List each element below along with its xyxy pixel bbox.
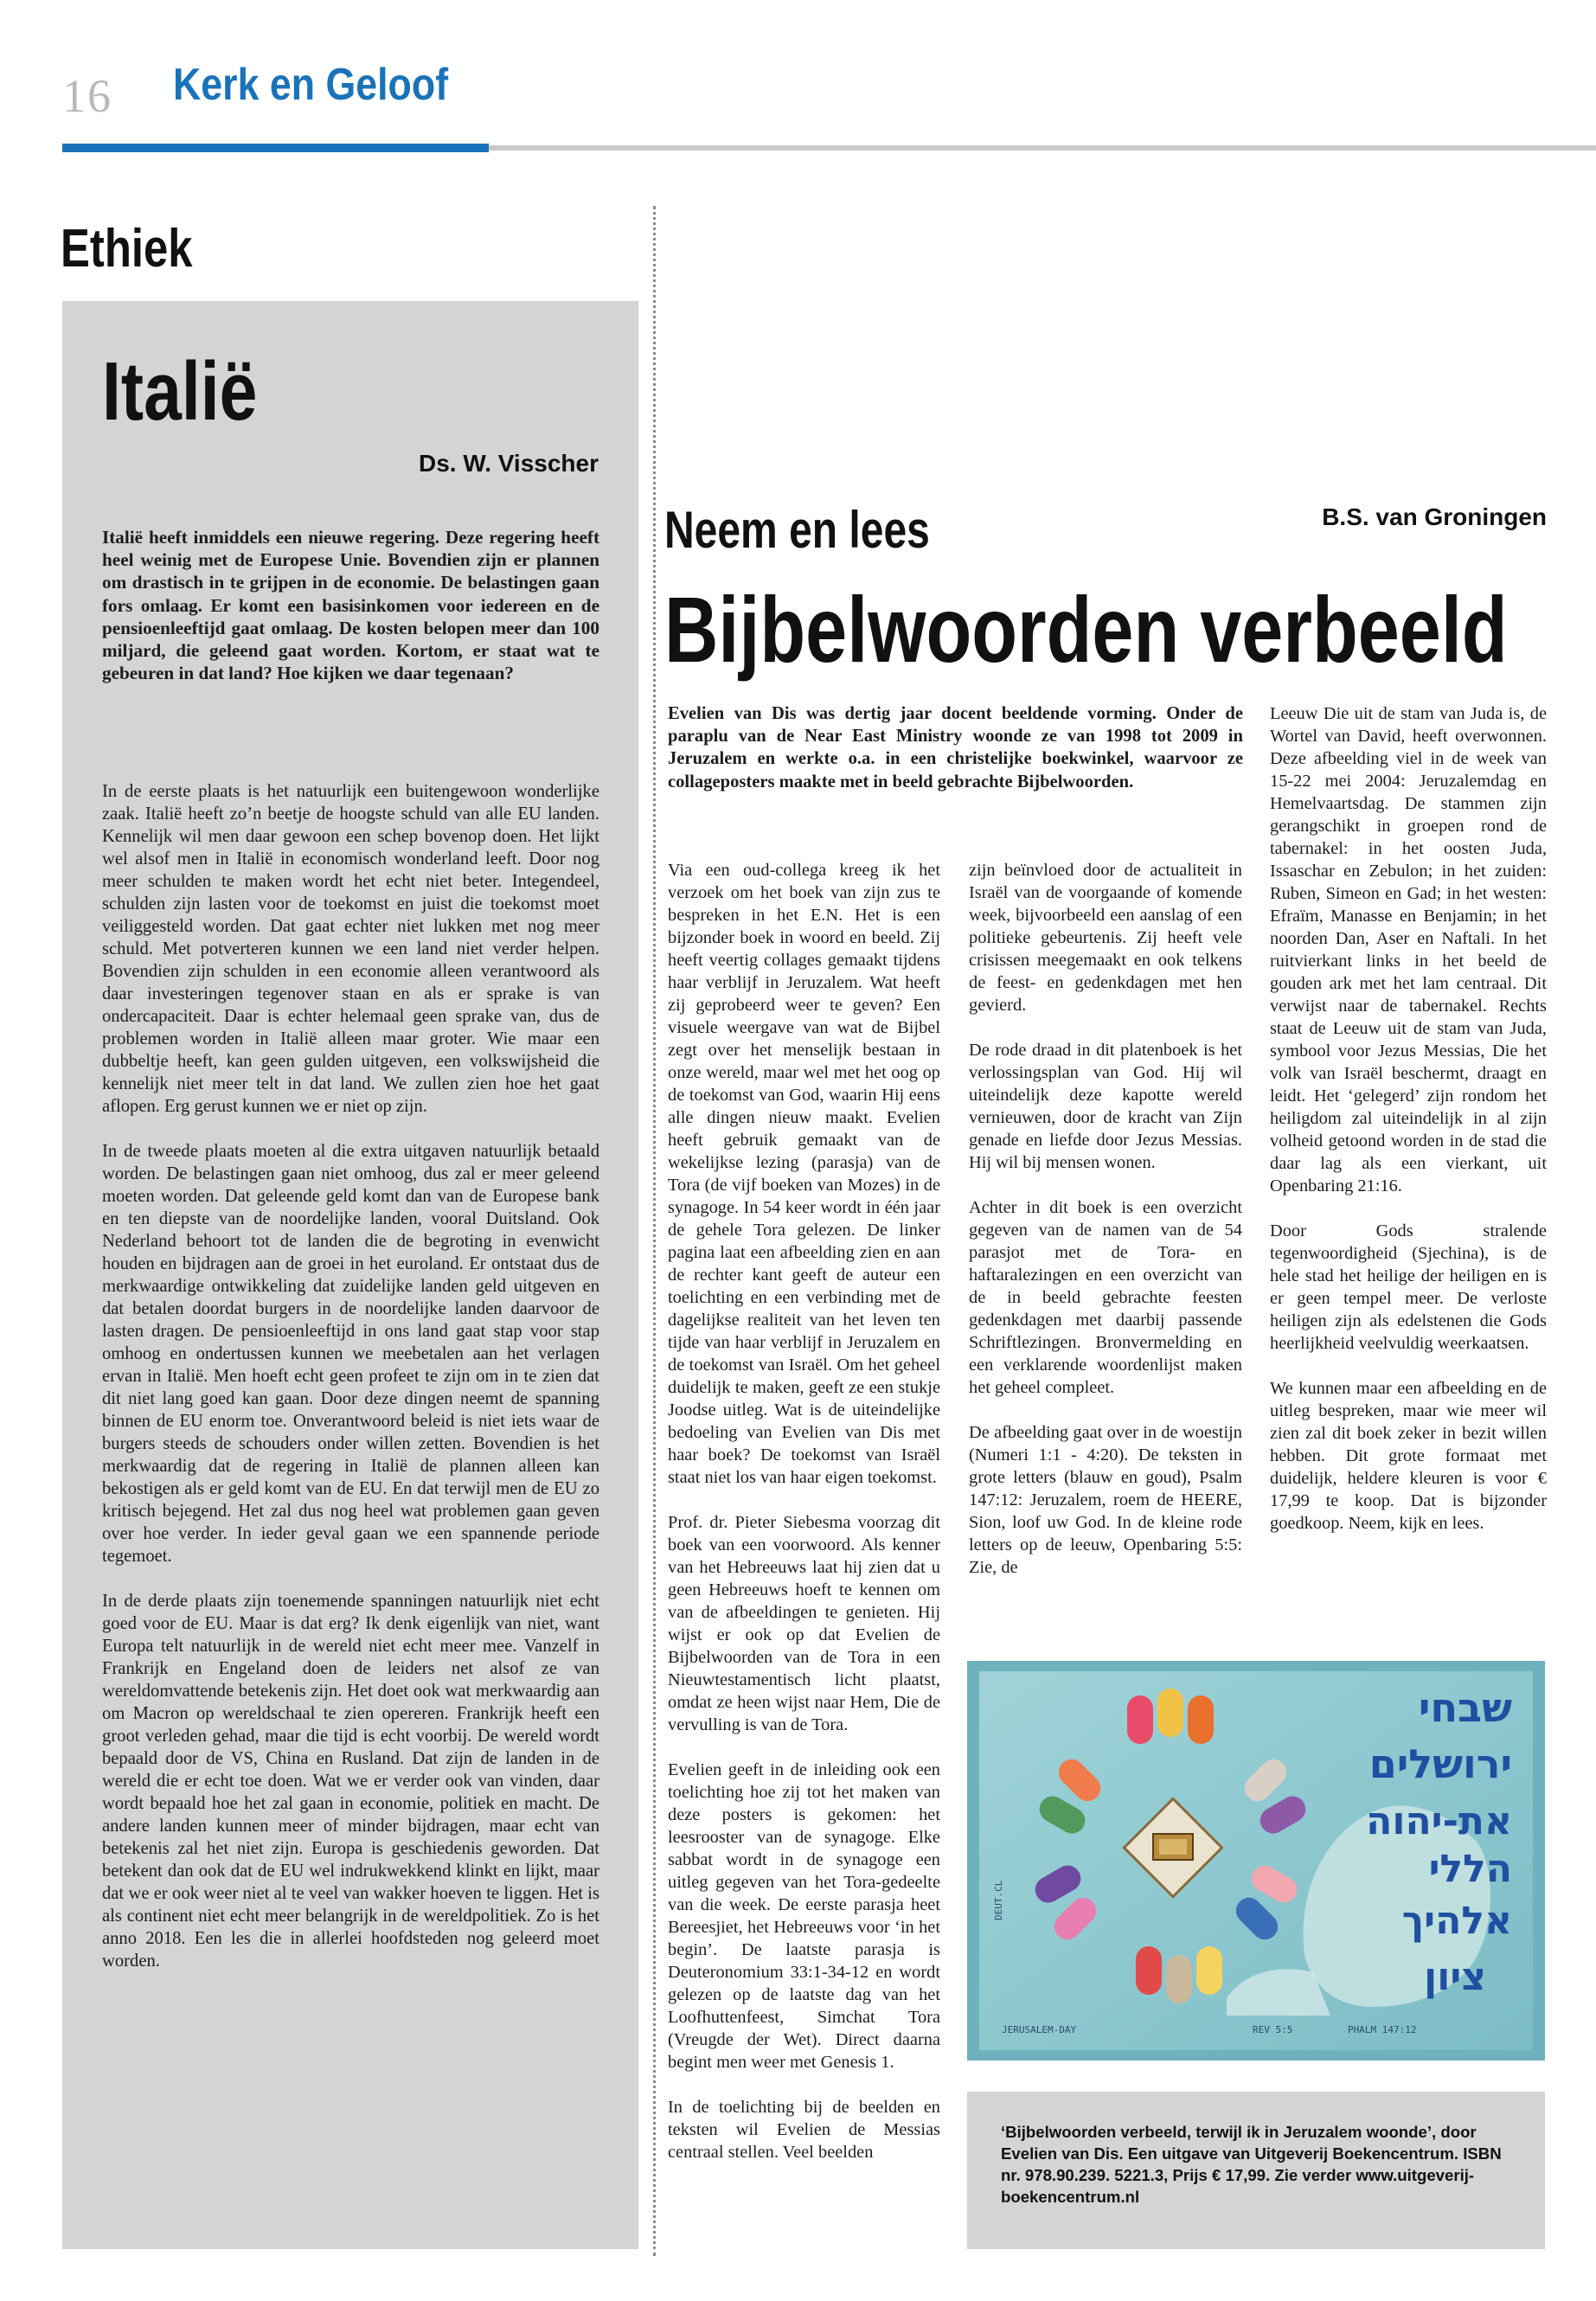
body-paragraph: Door Gods stralende tegenwoordigheid (Sjechina), is de hele stad het heilige der heiligen en is er geen tempel meer. De verloste heiligen zijn als edelstenen die Gods heerlijkheid veelvuldig weerkaatsen. <box>1270 1221 1547 1353</box>
collage-poster-image <box>967 1661 1545 2061</box>
article-kicker: Neem en lees <box>664 501 930 559</box>
hebrew-text-line: ציון <box>1424 1955 1486 1999</box>
column-divider <box>653 206 656 2256</box>
header-accent-rule <box>62 144 489 152</box>
body-paragraph: Prof. dr. Pieter Siebesma voorzag dit boek van een voorwoord. Als kenner van het Hebreeuws laat hij zien dat u geen Hebreeuws hoeft te kennen om van de afbeeldingen te genieten. Hij wijst er ook op dat Evelien de Bijbelwoorden van de Tora in een Nieuwtestamentisch licht plaatst, omdat ze heen wijst naar Hem, Die de vervulling is van de Tora. <box>668 1513 940 1734</box>
hebrew-text-line: שבחי <box>1418 1684 1512 1731</box>
hebrew-text-line: אלהיך <box>1401 1899 1512 1943</box>
text-column-1 <box>668 859 940 2186</box>
text-column-2 <box>969 859 1242 1601</box>
body-paragraph: In de eerste plaats is het natuurlijk een buitengewoon wonderlijke zaak. Italië heeft zo’n beetje de hoogste schuld van alle EU landen. Kennelijk wil men daar gewoon een schep bovenop doen. Het lijkt wel alsof men in Italië in economisch wonderland leeft. Door nog meer schulden te maken wordt het echt niet beter. Integendeel, schulden zijn lasten voor de toekomst en juist die toekomst moet veiliggesteld worden. Dat gaat echter niet lukken met nog meer schuld. Met potverteren kunnen we een land niet verder helpen. Bovendien zijn schulden in een economie alleen verantwoord als daar investeringen tegenover staan en als er sprake is van ondercapaciteit. Daar is echter helemaal geen sprake van, dus de problemen worden in Italië alleen maar groter. Wie maar een dubbeltje heeft, kan geen gulden uitgeven, een volkswijsheid die kennelijk niet meer telt in dat land. We zullen zien hoe het gaat aflopen. Erg gerust kunnen we er niet op zijn. <box>102 782 599 1116</box>
hebrew-text-line: ירושלים <box>1368 1740 1512 1787</box>
article-headline: Bijbelwoorden verbeeld <box>664 577 1508 682</box>
body-paragraph: Evelien geeft in de inleiding ook een toelichting hoe zij tot het maken van deze posters is gekomen: het leesrooster van de synagoge. Elke sabbat wordt in de synagoge een uitleg gegeven van het Tora-gedeelte van die week. De eerste parasja heet Bereesjiet, het Hebreeuws voor ‘in het begin’. De laatste parasja is Deuteronomium 33:1-34-12 en wordt gelezen op de laatste dag van het Loofhuttenfeest, Simchat Tora (Vreugde der Wet). Direct daarna begint men weer met Genesis 1. <box>668 1760 940 2072</box>
image-side-label: DEUT.CL <box>993 1880 1004 1920</box>
body-paragraph: Via een oud-collega kreeg ik het verzoek om het boek van zijn zus te bespreken in het E.N. Het is een bijzonder boek in woord en beeld. Zij heeft veertig collages gemaakt tijdens haar verblijf in Jeruzalem. Wat heeft zij geprobeerd weer te geven? Een visuele weergave van wat de Bijbel zegt over het menselijk bestaan in onze wereld, maar wel met het oog op de toekomst van God, waarin Hij eens alle dingen nieuw maakt. Evelien heeft gebruik gemaakt van de wekelijkse lezing (parasja) van de Tora (de vijf boeken van Mozes) in de synagoge. In 54 keer wordt in één jaar de gehele Tora gelezen. De linker pagina laat een afbeelding zien en aan de rechter kant geeft de auteur een toelichting en een verbinding met de dagelijkse realiteit van het leven ten tijde van haar verblijf in Jeruzalem en de toekomst van Israël. Om het geheel duidelijk te maken, geeft ze een stukje Joodse uitleg. Wat is de uiteindelijke bedoeling van Evelien van Dis met haar boek? De toekomst van Israël staat niet los van haar eigen toekomst. <box>668 861 940 1487</box>
article-intro: Italië heeft inmiddels een nieuwe regering. Deze regering heeft heel weinig met de Europese Unie. Bovendien zijn er plannen om drastisch in te grijpen in de economie. De belastingen gaan fors omlaag. Er komt een basisinkomen voor iedereen en de pensioenleeftijd gaat omlaag. De kosten belopen meer dan 100 miljard, die geleend gaat worden. Kortom, er staat wat te gebeuren in dat land? Hoe kijken we daar tegenaan? <box>102 527 599 684</box>
image-footer-label: PHALM 147:12 <box>1348 2024 1417 2035</box>
body-paragraph: In de toelichting bij de beelden en teksten wil Evelien de Messias centraal stellen. Veel beelden <box>668 2098 940 2162</box>
article-intro: Evelien van Dis was dertig jaar docent beeldende vorming. Onder de paraplu van de Near East Ministry woonde ze van 1998 tot 2009 in Jeruzalem en werkte o.a. in een christelijke boekwinkel, waarvoor ze collageposters maakte met in beeld gebrachte Bijbelwoorden. <box>668 704 1243 792</box>
body-paragraph: zijn beïnvloed door de actualiteit in Israël van de voorgaande of komende week, bijvoorbeeld een aanslag of een politieke gebeurtenis. Zij heeft vele crisissen meegemaakt en ook telkens de feest- en gedenkdagen met hen gevierd. <box>969 861 1242 1015</box>
header-rule <box>489 145 1596 151</box>
article-author: Ds. W. Visscher <box>418 450 599 477</box>
body-paragraph: In de tweede plaats moeten al die extra uitgaven natuurlijk betaald worden. De belastingen gaan niet omhoog, dus zal er meer geleend moeten worden. Dat geleende geld komt dan van de Europese bank en ten diepste van de noordelijke landen, vooral Duitsland. Ook Nederland behoort tot de landen die de begroting in evenwicht houden en bijdragen aan de groei in het euroland. Er ontstaat dus de merkwaardige ontwikkeling dat zuidelijke landen geld uitgeven en dat betalen doordat burgers in de noordelijke landen daarvoor de lasten dragen. De pensioenleeftijd in ons land gaat stap voor stap omhoog en ondertussen kunnen we meebetalen aan het verlagen ervan in Italië. Men hoeft echt geen profeet te zijn om in te zien dat dit niet lang goed kan gaan. Door deze dingen neemt de spanning binnen de EU enorm toe. Onverantwoord beleid is niet iets waar de burgers steeds de schouders onder willen zetten. Bovendien is het merkwaardig dat de regering in Italië de plannen alleen kan bekostigen als er geld komt van de EU. En dat terwijl men de EU zo kritisch bejegend. Het zal dus nog heel wat problemen gaan geven over hoe verder. In ieder geval gaan we een spannende periode tegemoet. <box>102 1142 599 1566</box>
image-caption: ‘Bijbelwoorden verbeeld, terwijl ik in Jeruzalem woonde’, door Evelien van Dis. Een uitgave van Uitgeverij Boekencentrum. ISBN nr. 978.90.239. 5221.3, Prijs € 17,99. Zie verder www.uitgeverij-boekencentrum.nl <box>1001 2123 1502 2206</box>
page-number: 16 <box>62 70 112 122</box>
body-paragraph: We kunnen maar een afbeelding en de uitleg bespreken, maar wie meer wil zien zal dit boek zeker in bezit willen hebben. Dit grote formaat met duidelijk, heldere kleuren is voor € 17,99 te koop. Dat is bijzonder goedkoop. Neem, kijk en lees. <box>1270 1379 1547 1533</box>
body-paragraph: Achter in dit boek is een overzicht gegeven van de namen van de 54 parasjot met de Tora- en haftaralezingen en een overzicht van de in beeld gebrachte feesten gedenkdagen met daarbij passende Schriftlezingen. Bronvermelding en een verklarende woordenlijst maken het geheel compleet. <box>969 1198 1242 1397</box>
body-paragraph: Leeuw Die uit de stam van Juda is, de Wortel van David, heeft overwonnen. Deze afbeelding viel in de week van 15-22 mei 2004: Jeruzalemdag en Hemelvaartsdag. De stammen zijn gerangschikt in groepen rond de tabernakel: in het oosten Juda, Issaschar en Zebulon; in het zuiden: Ruben, Simeon en Gad; in het westen: Efraïm, Manasse en Benjamin; in het noorden Dan, Aser en Naftali. In het ruitvierkant links in het beeld de gouden ark met het lam centraal. Dit verwijst naar de tabernakel. Rechts staat de Leeuw uit de stam van Juda, symbool voor Jezus Messias, Die het volk van Israël beschermt, draagt en leidt. Het ‘gelegerd’ zijn rondom het heiligdom zal uiteindelijk in al zijn volheid getoond worden in de stad die daar lag als een vierkant, uit Openbaring 21:16. <box>1270 704 1547 1195</box>
body-paragraph: De afbeelding gaat over in de woestijn (Numeri 1:1 - 4:20). De teksten in grote letters (blauw en goud), Psalm 147:12: Jeruzalem, roem de HEERE, Sion, loof uw God. In de kleine rode letters op de leeuw, Openbaring 5:5: Zie, de <box>969 1423 1242 1577</box>
section-title: Kerk en Geloof <box>173 60 449 110</box>
image-footer-label: REV 5:5 <box>1253 2024 1293 2035</box>
body-paragraph: In de derde plaats zijn toenemende spanningen natuurlijk niet echt goed voor de EU. Maar is dat erg? Ik denk eigenlijk van niet, want Europa telt natuurlijk in de wereld niet echt meer mee. Vanzelf in Frankrijk en Engeland doen de leiders net alsof ze van wereldomvattende betekenis zijn. Het doet ook wat merkwaardig aan om Macron op wereldschaal te zien opereren. Frankrijk heeft een groot verleden gehad, maar die tijd is echt voorbij. De wereld wordt bepaald door de VS, China en Rusland. Dat zijn de landen in de wereld die er echt toe doen. Wat we er verder ook van vinden, daar wordt bepaald hoe het zal gaan in economie, politiek en macht. De andere landen kunnen meer of minder bijdragen, maar echt van betekenis zal het niet zijn. Europa is geschiedenis geworden. Dat betekent dan ook dat de EU wel indrukwekkend klinkt en lijkt, maar dat we er ook weer niet al te veel van wakker hoeven te liggen. Het is als continent niet echt meer belangrijk in de wereldpolitiek. Zo is het anno 2018. Een les die in allerlei hoofdsteden nog geleerd moet worden. <box>102 1592 599 1971</box>
category-title: Ethiek <box>61 219 193 279</box>
hebrew-text-line: את-יהוה <box>1366 1799 1512 1843</box>
hebrew-text-line: הללי <box>1428 1847 1512 1891</box>
body-paragraph: De rode draad in dit platenboek is het verlossingsplan van God. Hij wil uiteindelijk deze kapotte wereld vernieuwen, door de kracht van Zijn genade en liefde door Jezus Messias. Hij wil bij mensen wonen. <box>969 1041 1242 1172</box>
article-title: Italië <box>102 345 258 438</box>
article-author: B.S. van Groningen <box>1322 503 1547 530</box>
image-footer-label: JERUSALEM-DAY <box>1002 2024 1077 2035</box>
text-column-3 <box>1270 702 1547 1557</box>
article-body <box>102 780 599 1995</box>
